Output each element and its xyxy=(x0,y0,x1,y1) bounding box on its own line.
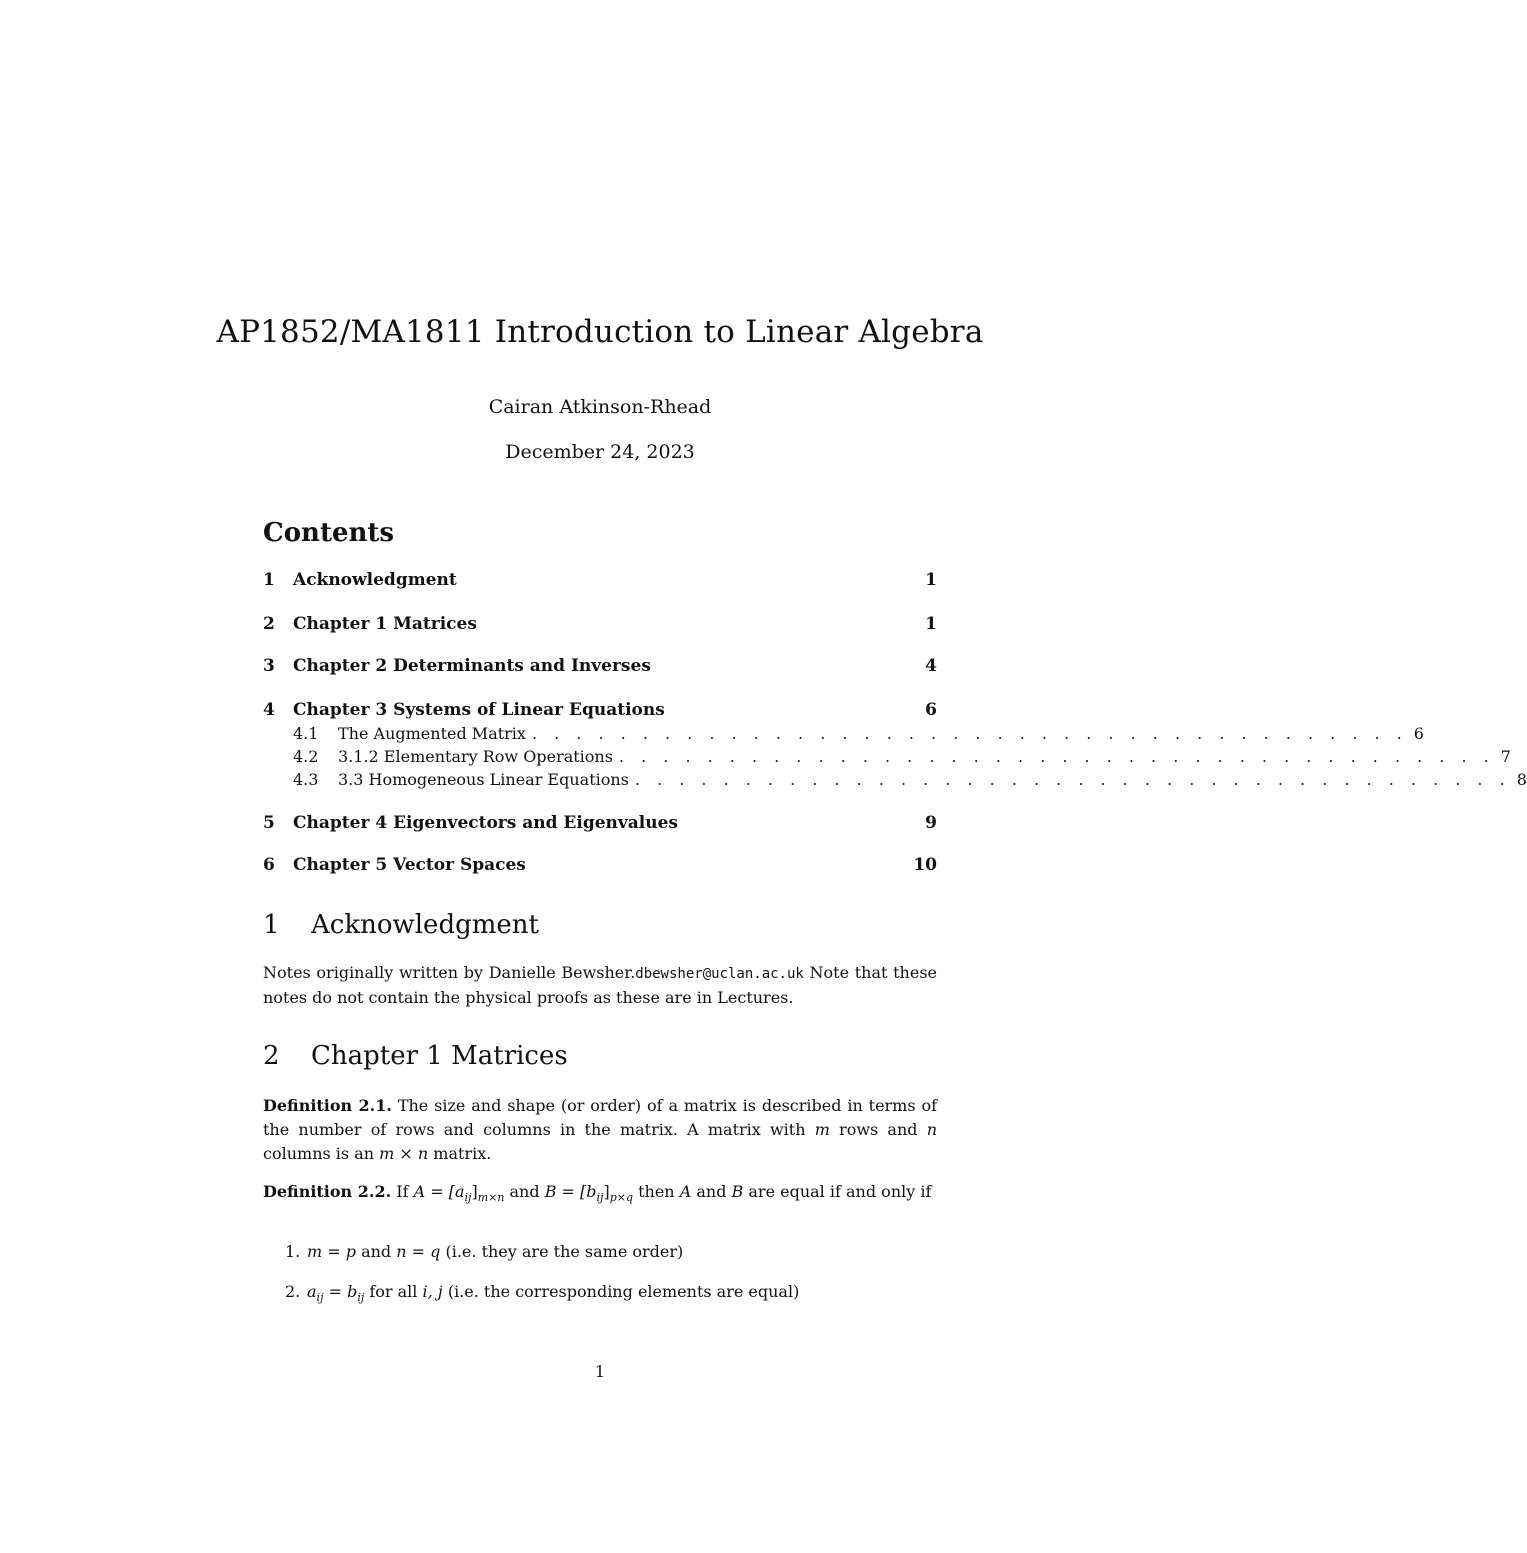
acknowledgment-text: Notes originally written by Danielle Bewsher. xyxy=(263,963,636,982)
toc-entry-title: Chapter 5 Vector Spaces xyxy=(293,855,526,875)
math-m-equals-p: m = p xyxy=(307,1242,356,1261)
toc-subentry-title: 3.3 Homogeneous Linear Equations xyxy=(338,770,629,789)
math-m: m xyxy=(814,1120,830,1139)
page-number: 1 xyxy=(594,1362,606,1381)
toc-subentry-number: 4.1 xyxy=(293,724,319,743)
toc-entry-chapter-2[interactable] xyxy=(263,656,937,676)
definition-2-2 xyxy=(263,1180,937,1210)
list-item xyxy=(285,1242,683,1261)
author-email[interactable]: dbewsher@uclan.ac.uk xyxy=(635,966,804,982)
document-author: Cairan Atkinson-Rhead xyxy=(488,396,712,418)
math-b: B xyxy=(731,1182,744,1201)
toc-subentry-number: 4.2 xyxy=(293,747,319,766)
section-title: Chapter 1 Matrices xyxy=(311,1041,568,1071)
definition-text: If xyxy=(391,1182,414,1201)
toc-entry-number: 1 xyxy=(263,570,275,590)
math-i-j: i, j xyxy=(422,1282,443,1301)
list-item xyxy=(285,1282,799,1304)
definition-text: matrix. xyxy=(428,1144,492,1163)
math-a: a xyxy=(307,1282,317,1301)
definition-text: are equal if and only if xyxy=(743,1182,932,1201)
list-text: (i.e. they are the same order) xyxy=(440,1242,684,1261)
toc-dot-leader: . . . . . . . . . . . . . . . . . . . . . . . . . . . . . . . . . . . . . . . . xyxy=(618,747,1495,766)
math-bracket: ] xyxy=(603,1182,610,1201)
list-text: (i.e. the corresponding elements are equal) xyxy=(442,1282,800,1301)
toc-subentry-page: 6 xyxy=(1413,724,1424,743)
math-m-times-n: m × n xyxy=(379,1144,429,1163)
definition-label: Definition 2.2. xyxy=(263,1182,392,1201)
list-text: and xyxy=(356,1242,397,1261)
toc-entry-chapter-1[interactable] xyxy=(263,614,937,634)
definition-text: columns is an xyxy=(263,1144,380,1163)
toc-subentry-elementary-row-operations[interactable] xyxy=(263,747,1511,766)
math-bracket: ] xyxy=(471,1182,478,1201)
math-subscript: ij xyxy=(357,1291,365,1305)
definition-text: rows and xyxy=(829,1120,927,1139)
math-n: n xyxy=(926,1120,937,1139)
toc-subentry-augmented-matrix[interactable] xyxy=(263,724,1424,743)
toc-entry-page: 6 xyxy=(925,700,937,720)
math-subscript: ij xyxy=(596,1191,604,1205)
document-title: AP1852/MA1811 Introduction to Linear Algebra xyxy=(216,314,984,350)
section-number: 1 xyxy=(263,910,280,940)
toc-entry-page: 9 xyxy=(925,813,937,833)
math-subscript: ij xyxy=(464,1191,472,1205)
section-heading-chapter-1 xyxy=(263,1041,568,1071)
toc-entry-page: 10 xyxy=(913,855,937,875)
list-text: for all xyxy=(364,1282,423,1301)
definition-text: then xyxy=(633,1182,680,1201)
math-a: A xyxy=(679,1182,692,1201)
toc-entry-chapter-5[interactable] xyxy=(263,855,937,875)
toc-entry-number: 2 xyxy=(263,614,275,634)
math-subscript: p×q xyxy=(609,1191,634,1205)
toc-entry-number: 6 xyxy=(263,855,275,875)
definition-text: and xyxy=(504,1182,545,1201)
toc-subentry-homogeneous-linear-equations[interactable] xyxy=(263,770,1527,789)
definition-text: The size and shape (or order) of a matrix is described in terms of the number of rows and columns in the matrix. A matrix with xyxy=(263,1096,937,1139)
toc-dot-leader: . . . . . . . . . . . . . . . . . . . . . . . . . . . . . . . . . . . . . . . . xyxy=(634,770,1511,789)
section-title: Acknowledgment xyxy=(311,910,539,940)
toc-entry-number: 3 xyxy=(263,656,275,676)
list-marker: 1. xyxy=(285,1242,301,1261)
toc-entry-number: 4 xyxy=(263,700,275,720)
math-equals-b: = b xyxy=(323,1282,358,1301)
acknowledgment-paragraph xyxy=(263,961,937,1010)
toc-subentry-page: 7 xyxy=(1500,747,1511,766)
toc-entry-title: Chapter 1 Matrices xyxy=(293,614,477,634)
toc-entry-number: 5 xyxy=(263,813,275,833)
toc-entry-page: 4 xyxy=(925,656,937,676)
toc-entry-acknowledgment[interactable] xyxy=(263,570,937,590)
math-matrix-a: A = [a xyxy=(413,1182,465,1201)
toc-subentry-number: 4.3 xyxy=(293,770,319,789)
toc-subentry-title: 3.1.2 Elementary Row Operations xyxy=(338,747,613,766)
definition-2-1 xyxy=(263,1094,937,1166)
section-heading-acknowledgment xyxy=(263,910,539,940)
math-n-equals-q: n = q xyxy=(396,1242,441,1261)
toc-dot-leader: . . . . . . . . . . . . . . . . . . . . . . . . . . . . . . . . . . . . . . . . xyxy=(531,724,1408,743)
math-subscript: ij xyxy=(316,1291,324,1305)
toc-entry-page: 1 xyxy=(925,570,937,590)
toc-entry-title: Chapter 3 Systems of Linear Equations xyxy=(293,700,665,720)
list-marker: 2. xyxy=(285,1282,301,1301)
toc-entry-title: Chapter 2 Determinants and Inverses xyxy=(293,656,651,676)
toc-entry-title: Chapter 4 Eigenvectors and Eigenvalues xyxy=(293,813,678,833)
toc-subentry-title: The Augmented Matrix xyxy=(338,724,526,743)
toc-entry-title: Acknowledgment xyxy=(293,570,457,590)
definition-label: Definition 2.1. xyxy=(263,1096,392,1115)
acknowledgment-text: Note that these notes do not contain the physical proofs as these are in Lectures. xyxy=(263,963,938,1007)
toc-entry-chapter-3[interactable] xyxy=(263,700,937,720)
section-number: 2 xyxy=(263,1041,280,1071)
toc-entry-chapter-4[interactable] xyxy=(263,813,937,833)
document-date: December 24, 2023 xyxy=(505,441,695,463)
definition-text: and xyxy=(691,1182,732,1201)
toc-subentry-page: 8 xyxy=(1516,770,1527,789)
toc-entry-page: 1 xyxy=(925,614,937,634)
math-subscript: m×n xyxy=(477,1191,505,1205)
math-matrix-b: B = [b xyxy=(544,1182,597,1201)
contents-heading: Contents xyxy=(263,518,395,548)
